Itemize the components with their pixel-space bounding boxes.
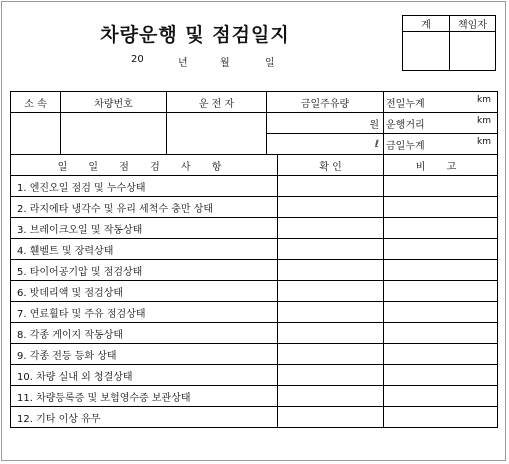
checklist-row [11, 365, 498, 386]
remark-cell[interactable] [384, 281, 498, 302]
approval-sign-cell-1[interactable] [403, 32, 450, 71]
checklist-item: 5. 타이어공기압 및 점검상태 [11, 260, 278, 281]
checklist-remark-header: 비 고 [384, 155, 498, 176]
confirm-cell[interactable] [278, 218, 384, 239]
date-year-label: 년 [178, 58, 188, 69]
confirm-cell[interactable] [278, 365, 384, 386]
mileage-unit: km [477, 115, 491, 126]
checklist-row [11, 260, 498, 281]
checklist-item: 11. 차량등록증 및 보험영수증 보관상태 [11, 386, 278, 407]
checklist-item: 2. 라지에타 냉각수 및 유리 세척수 충만 상태 [11, 197, 278, 218]
checklist-items-header: 일 일 점 검 사 항 [11, 155, 278, 176]
checklist-confirm-header: 확 인 [278, 155, 384, 176]
remark-cell[interactable] [384, 365, 498, 386]
remark-cell[interactable] [384, 386, 498, 407]
checklist-row [11, 176, 498, 197]
vehicle-no-field[interactable] [61, 113, 167, 155]
approval-col2-label: 책임자 [450, 16, 496, 32]
affiliation-label: 소 속 [11, 92, 61, 113]
checklist-row [11, 197, 498, 218]
checklist-item: 12. 기타 이상 유무 [11, 407, 278, 428]
date-prefix: 20 [131, 54, 144, 65]
remark-cell[interactable] [384, 197, 498, 218]
confirm-cell[interactable] [278, 344, 384, 365]
confirm-cell[interactable] [278, 239, 384, 260]
checklist-item: 3. 브레이크오일 및 작동상태 [11, 218, 278, 239]
fuel-amount-liter-cell[interactable] [267, 134, 384, 155]
checklist-item: 8. 각종 게이지 작동상태 [11, 323, 278, 344]
confirm-cell[interactable] [278, 176, 384, 197]
confirm-cell[interactable] [278, 323, 384, 344]
mileage-label: 운행거리 [386, 119, 425, 131]
checklist-item: 6. 밧데리액 및 점검상태 [11, 281, 278, 302]
remark-cell[interactable] [384, 176, 498, 197]
remark-cell[interactable] [384, 302, 498, 323]
confirm-cell[interactable] [278, 407, 384, 428]
approval-col1-label: 계 [403, 16, 450, 32]
mileage-cell[interactable] [384, 113, 498, 134]
confirm-cell[interactable] [278, 260, 384, 281]
checklist-row [11, 386, 498, 407]
today-total-unit: km [477, 136, 491, 147]
date-month-label: 월 [220, 58, 230, 69]
checklist-row [11, 302, 498, 323]
prev-total-label: 전일누계 [386, 98, 425, 110]
form-title: 차량운행 및 점검일지 [100, 24, 290, 46]
confirm-cell[interactable] [278, 386, 384, 407]
confirm-cell[interactable] [278, 302, 384, 323]
checklist-row [11, 281, 498, 302]
confirm-cell[interactable] [278, 197, 384, 218]
liter-unit: ℓ [374, 138, 379, 150]
fuel-amount-won-cell[interactable] [267, 113, 384, 134]
won-unit: 원 [369, 119, 379, 131]
checklist-row [11, 323, 498, 344]
driver-field[interactable] [167, 113, 267, 155]
today-total-label: 금일누계 [386, 140, 425, 152]
remark-cell[interactable] [384, 218, 498, 239]
checklist-item: 4. 휀벨트 및 장력상태 [11, 239, 278, 260]
prev-total-cell[interactable] [384, 92, 498, 113]
checklist-row [11, 344, 498, 365]
date-day-label: 일 [265, 58, 275, 69]
prev-total-unit: km [477, 94, 491, 105]
checklist-row [11, 239, 498, 260]
checklist-item: 9. 각종 전등 등화 상태 [11, 344, 278, 365]
remark-cell[interactable] [384, 323, 498, 344]
vehicle-no-label: 차량번호 [61, 92, 167, 113]
confirm-cell[interactable] [278, 281, 384, 302]
checklist-row [11, 407, 498, 428]
fuel-today-label: 금일주유량 [267, 92, 384, 113]
today-total-cell[interactable] [384, 134, 498, 155]
remark-cell[interactable] [384, 239, 498, 260]
checklist-row [11, 218, 498, 239]
checklist-item: 7. 연료휠타 및 주유 점검상태 [11, 302, 278, 323]
remark-cell[interactable] [384, 260, 498, 281]
checklist-item: 1. 엔진오일 점검 및 누수상태 [11, 176, 278, 197]
remark-cell[interactable] [384, 407, 498, 428]
affiliation-field[interactable] [11, 113, 61, 155]
inspection-table [10, 91, 498, 428]
checklist-item: 10. 차량 실내 외 청결상태 [11, 365, 278, 386]
approval-sign-cell-2[interactable] [450, 32, 496, 71]
approval-box [402, 15, 496, 71]
driver-label: 운 전 자 [167, 92, 267, 113]
remark-cell[interactable] [384, 344, 498, 365]
